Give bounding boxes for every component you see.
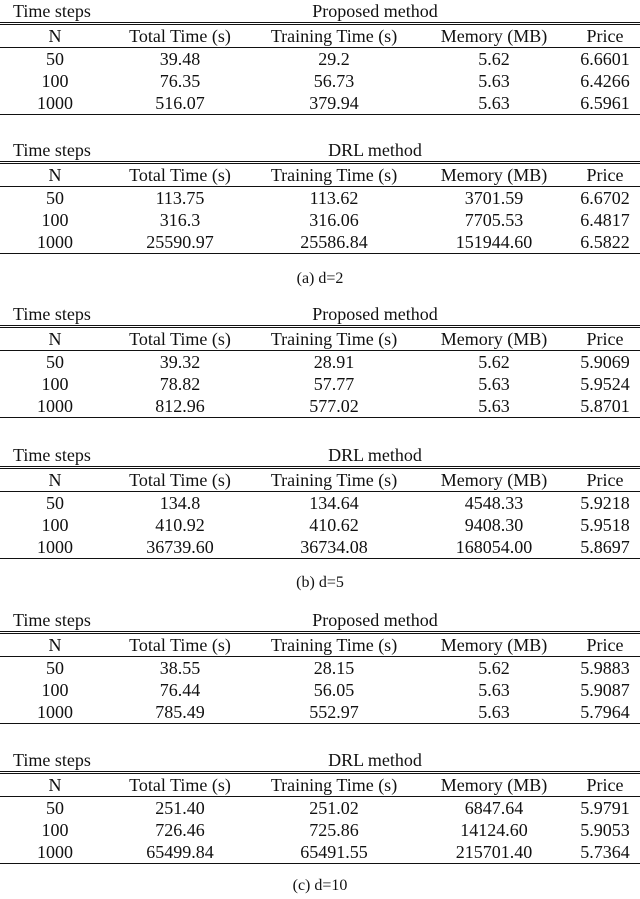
cell-training-time: 316.06 [309, 210, 359, 230]
cell-training-time: 410.62 [309, 515, 359, 535]
cell-price: 5.9518 [580, 515, 630, 535]
table-row [0, 351, 640, 374]
col-header-price: Price [570, 633, 640, 657]
cell-price: 5.8701 [570, 395, 640, 418]
cell-price: 5.9524 [580, 374, 630, 394]
col-header-training-time: Training Time (s) [250, 633, 418, 657]
cell-training-time: 57.77 [313, 374, 355, 394]
cell-price: 5.9791 [580, 798, 630, 818]
cell-training-time: 577.02 [250, 395, 418, 418]
cell-training-time: 65491.55 [250, 841, 418, 864]
col-header-memory: Memory (MB) [418, 163, 570, 187]
cell-total-time: 785.49 [110, 701, 250, 724]
col-header-training-time: Training Time (s) [250, 24, 418, 48]
table-row [0, 657, 640, 680]
cell-memory: 9408.30 [464, 515, 524, 535]
table-row [0, 231, 640, 254]
cell-n: 1000 [0, 395, 110, 418]
cell-n: 100 [41, 210, 69, 230]
cell-n: 50 [46, 493, 64, 513]
table-row [0, 492, 640, 515]
col-header-total-time: Total Time (s) [110, 163, 250, 187]
col-header-n: N [0, 163, 110, 187]
cell-memory: 5.62 [478, 49, 510, 69]
method-label: Proposed method [312, 610, 438, 630]
cell-memory: 151944.60 [418, 231, 570, 254]
cell-training-time: 56.73 [313, 71, 355, 91]
method-label: Proposed method [312, 304, 438, 324]
time-steps-label: Time steps [13, 445, 91, 465]
caption-b: (b) d=5 [296, 574, 344, 591]
col-header-n: N [0, 468, 110, 492]
cell-total-time: 251.40 [155, 798, 205, 818]
table-row [0, 48, 640, 71]
cell-memory: 4548.33 [464, 493, 524, 513]
cell-memory: 5.62 [478, 352, 510, 372]
col-header-memory: Memory (MB) [418, 773, 570, 797]
col-header-training-time: Training Time (s) [250, 773, 418, 797]
cell-memory: 5.63 [478, 71, 510, 91]
cell-total-time: 410.92 [155, 515, 205, 535]
cell-n: 1000 [0, 536, 110, 559]
col-header-n: N [0, 327, 110, 351]
cell-training-time: 28.91 [313, 352, 355, 372]
cell-training-time: 28.15 [313, 658, 355, 678]
cell-total-time: 25590.97 [110, 231, 250, 254]
time-steps-label: Time steps [13, 1, 91, 21]
table-row [0, 841, 640, 864]
method-label: Proposed method [312, 1, 438, 21]
cell-training-time: 36734.08 [250, 536, 418, 559]
col-header-price: Price [570, 468, 640, 492]
col-header-price: Price [570, 163, 640, 187]
col-header-price: Price [570, 24, 640, 48]
cell-memory: 5.63 [478, 680, 510, 700]
cell-total-time: 113.75 [155, 188, 205, 208]
cell-price: 6.6702 [580, 188, 630, 208]
method-label: DRL method [328, 140, 422, 160]
cell-memory: 6847.64 [464, 798, 524, 818]
table-row [0, 514, 640, 536]
table-row [0, 92, 640, 115]
cell-training-time: 552.97 [250, 701, 418, 724]
table-row [0, 679, 640, 701]
cell-n: 1000 [0, 701, 110, 724]
col-header-memory: Memory (MB) [418, 633, 570, 657]
table-row [0, 70, 640, 92]
cell-training-time: 725.86 [309, 820, 359, 840]
cell-price: 6.4266 [580, 71, 630, 91]
results-table-d5-proposed [0, 303, 640, 418]
results-table-d10-drl [0, 749, 640, 864]
table-row [0, 209, 640, 231]
cell-total-time: 76.35 [159, 71, 201, 91]
results-table-d5-drl [0, 444, 640, 559]
cell-training-time: 56.05 [313, 680, 355, 700]
time-steps-label: Time steps [13, 140, 91, 160]
cell-memory: 5.63 [418, 701, 570, 724]
cell-total-time: 36739.60 [110, 536, 250, 559]
cell-total-time: 812.96 [110, 395, 250, 418]
cell-total-time: 65499.84 [110, 841, 250, 864]
cell-total-time: 726.46 [155, 820, 205, 840]
cell-price: 5.7964 [570, 701, 640, 724]
cell-price: 5.9053 [580, 820, 630, 840]
col-header-total-time: Total Time (s) [110, 327, 250, 351]
cell-training-time: 251.02 [309, 798, 359, 818]
table-row [0, 536, 640, 559]
cell-total-time: 316.3 [159, 210, 201, 230]
time-steps-label: Time steps [13, 750, 91, 770]
cell-training-time: 379.94 [250, 92, 418, 115]
cell-n: 1000 [0, 841, 110, 864]
col-header-price: Price [570, 773, 640, 797]
method-label: DRL method [328, 750, 422, 770]
cell-n: 50 [46, 49, 64, 69]
table-row [0, 797, 640, 820]
cell-memory: 5.63 [418, 92, 570, 115]
cell-memory: 7705.53 [464, 210, 524, 230]
cell-price: 5.9218 [580, 493, 630, 513]
cell-total-time: 76.44 [159, 680, 201, 700]
col-header-n: N [0, 24, 110, 48]
cell-n: 100 [41, 374, 69, 394]
col-header-n: N [0, 773, 110, 797]
cell-price: 6.5822 [570, 231, 640, 254]
table-row [0, 701, 640, 724]
time-steps-label: Time steps [13, 610, 91, 630]
cell-n: 100 [41, 71, 69, 91]
cell-n: 1000 [0, 231, 110, 254]
col-header-total-time: Total Time (s) [110, 773, 250, 797]
cell-price: 5.9087 [580, 680, 630, 700]
results-table-d2-proposed [0, 0, 640, 115]
cell-price: 5.7364 [570, 841, 640, 864]
cell-memory: 3701.59 [464, 188, 524, 208]
method-label: DRL method [328, 445, 422, 465]
cell-price: 6.6601 [580, 49, 630, 69]
results-table-d2-drl [0, 139, 640, 254]
col-header-memory: Memory (MB) [418, 24, 570, 48]
caption-c: (c) d=10 [292, 877, 348, 894]
cell-memory: 14124.60 [460, 820, 528, 840]
col-header-total-time: Total Time (s) [110, 468, 250, 492]
cell-memory: 5.62 [478, 658, 510, 678]
col-header-price: Price [570, 327, 640, 351]
col-header-training-time: Training Time (s) [250, 327, 418, 351]
cell-n: 50 [46, 188, 64, 208]
table-row [0, 187, 640, 210]
cell-price: 5.9883 [580, 658, 630, 678]
cell-memory: 168054.00 [418, 536, 570, 559]
cell-total-time: 39.48 [159, 49, 201, 69]
cell-n: 50 [46, 658, 64, 678]
caption-a: (a) d=2 [296, 270, 344, 287]
cell-total-time: 38.55 [159, 658, 201, 678]
cell-total-time: 78.82 [159, 374, 201, 394]
cell-training-time: 134.64 [309, 493, 359, 513]
results-table-d10-proposed [0, 609, 640, 724]
col-header-training-time: Training Time (s) [250, 163, 418, 187]
col-header-memory: Memory (MB) [418, 327, 570, 351]
cell-n: 50 [46, 352, 64, 372]
col-header-training-time: Training Time (s) [250, 468, 418, 492]
cell-price: 6.5961 [570, 92, 640, 115]
table-row [0, 819, 640, 841]
cell-total-time: 39.32 [159, 352, 201, 372]
cell-training-time: 25586.84 [250, 231, 418, 254]
cell-price: 5.9069 [580, 352, 630, 372]
cell-n: 50 [46, 798, 64, 818]
cell-n: 100 [41, 820, 69, 840]
cell-price: 6.4817 [580, 210, 630, 230]
cell-n: 1000 [0, 92, 110, 115]
col-header-memory: Memory (MB) [418, 468, 570, 492]
time-steps-label: Time steps [13, 304, 91, 324]
col-header-n: N [0, 633, 110, 657]
col-header-total-time: Total Time (s) [110, 633, 250, 657]
cell-price: 5.8697 [570, 536, 640, 559]
cell-memory: 215701.40 [418, 841, 570, 864]
table-row [0, 373, 640, 395]
cell-training-time: 29.2 [318, 49, 350, 69]
cell-memory: 5.63 [478, 374, 510, 394]
cell-n: 100 [41, 680, 69, 700]
cell-n: 100 [41, 515, 69, 535]
cell-memory: 5.63 [418, 395, 570, 418]
col-header-total-time: Total Time (s) [110, 24, 250, 48]
table-row [0, 395, 640, 418]
cell-training-time: 113.62 [309, 188, 359, 208]
cell-total-time: 134.8 [159, 493, 201, 513]
cell-total-time: 516.07 [110, 92, 250, 115]
